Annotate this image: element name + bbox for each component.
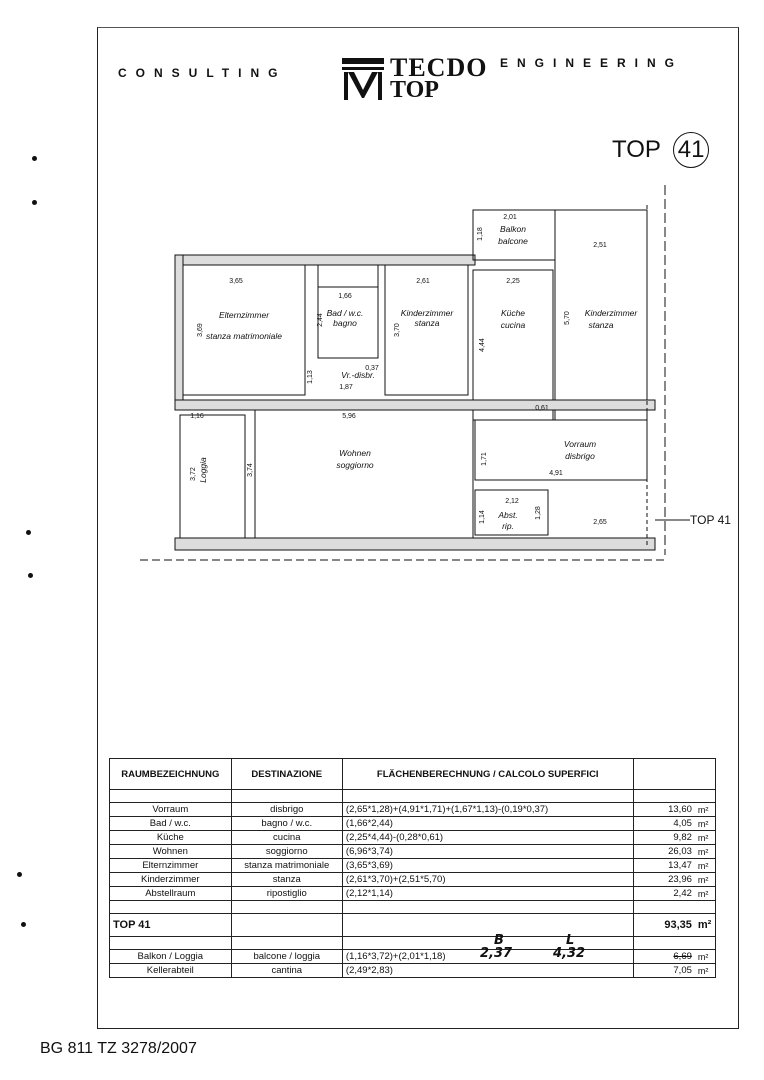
plan-wall [175,255,475,265]
room-label: Kinderzimmer [400,308,454,318]
cell-area: 26,03 [633,845,695,859]
header-left-text: CONSULTING [118,66,287,80]
dimension-label: 2,12 [505,498,519,505]
plan-wall [175,255,183,410]
cell-area-struck: 6,69 [633,950,695,964]
cell-calculation: (3,65*3,69) [342,859,633,873]
cell-unit: m² [695,887,716,901]
cell-unit: m² [695,859,716,873]
col-header-room: RAUMBEZEICHNUNG [110,759,232,790]
table-row [110,831,716,845]
cell-destination: stanza matrimoniale [231,859,342,873]
cell-room: Bad / w.c. [110,817,232,831]
cell-unit: m² [695,845,716,859]
cell-calculation: (2,61*3,70)+(2,51*5,70) [342,873,633,887]
dimension-label: 1,14 [479,510,486,524]
room-label: soggiorno [336,460,374,470]
cell-room: Balkon / Loggia [110,950,232,964]
room-label: cucina [500,320,526,330]
handwritten-b-label: B [494,933,504,948]
cell-unit: m² [695,817,716,831]
table-row [110,845,716,859]
dimension-label: 3,74 [247,463,254,477]
dimension-label: 1,71 [481,452,488,466]
dimension-label: 0,37 [365,365,379,372]
cell-destination: stanza [231,873,342,887]
dimension-label: 1,16 [190,413,204,420]
plan-fixture [318,265,378,287]
total-unit: m² [695,914,716,937]
area-calculation-table [109,758,716,978]
table-row [110,873,716,887]
cell-unit: m² [695,950,716,964]
cell-unit: m² [695,831,716,845]
document-reference: BG 811 TZ 3278/2007 [40,1040,197,1057]
dimension-label: 2,65 [593,519,607,526]
col-header-area [633,759,715,790]
cell-destination: ripostiglio [231,887,342,901]
dimension-label: 1,28 [535,506,542,520]
cell-unit: m² [695,803,716,817]
plan-wall [175,538,655,550]
room-label: Bad / w.c. [326,308,364,318]
cell-calculation: (2,25*4,44)-(0,28*0,61) [342,831,633,845]
room-label: Vr.-disbr. [341,370,375,380]
logo-line-2: TOP [390,77,439,103]
room-label: Balkon [500,224,526,234]
plan-room-outline [255,410,473,538]
handwritten-b-value: 2,37 [480,946,513,961]
room-label: Küche [500,308,526,318]
dimension-label: 2,51 [593,242,607,249]
cell-room: Kinderzimmer [110,873,232,887]
cell-calculation: (1,16*3,72)+(2,01*1,18) [342,950,633,964]
dimension-label: 5,96 [342,413,356,420]
room-label: Abst. [498,510,518,520]
room-label: stanza [414,318,440,328]
cell-area: 13,60 [633,803,695,817]
cell-destination: bagno / w.c. [231,817,342,831]
col-header-destination: DESTINAZIONE [231,759,342,790]
cell-destination: soggiorno [231,845,342,859]
dimension-label: 2,01 [503,214,517,221]
room-label: balcone [498,236,528,246]
cell-destination: balcone / loggia [231,950,342,964]
cell-area: 4,05 [633,817,695,831]
cell-calculation: (2,12*1,14) [342,887,633,901]
room-label: Elternzimmer [218,310,270,320]
cell-destination: cantina [231,964,342,978]
header-right-text: ENGINEERING [500,56,684,70]
table-row [110,887,716,901]
room-label: disbrigo [565,451,595,461]
room-label: stanza matrimoniale [205,331,283,341]
room-label: rip. [502,521,514,531]
dimension-label: 1,18 [477,227,484,241]
table-total-row [110,914,716,937]
handwritten-l-label: L [566,933,575,948]
handwritten-l-value: 4,32 [553,946,586,961]
table-spacer-row [110,937,716,950]
table-row [110,803,716,817]
dimension-label: 3,72 [190,467,197,481]
cell-area: 2,42 [633,887,695,901]
cell-area: 13,47 [633,859,695,873]
room-label: Vorraum [563,439,597,449]
cell-room: Abstellraum [110,887,232,901]
room-label: Wohnen [339,448,371,458]
cell-calculation: (6,96*3,74) [342,845,633,859]
punch-hole [17,872,22,877]
table-header-row [110,759,716,790]
cell-room: Kellerabteil [110,964,232,978]
table-row [110,817,716,831]
cell-room: Vorraum [110,803,232,817]
room-label: bagno [333,318,357,328]
cell-calculation: (2,65*1,28)+(4,91*1,71)+(1,67*1,13)-(0,19*0,37) [342,803,633,817]
cell-destination: cucina [231,831,342,845]
dimension-label: 5,70 [564,311,571,325]
dimension-label: 1,13 [307,370,314,384]
dimension-label: 3,69 [197,323,204,337]
table-row [110,859,716,873]
room-label: Kinderzimmer [584,308,638,318]
dimension-label: 1,87 [339,384,353,391]
logo-line-1: TECDO [390,53,488,82]
total-label: TOP 41 [110,914,232,937]
table-spacer-row [110,790,716,803]
cell-unit: m² [695,964,716,978]
table-row [110,950,716,964]
dimension-label: 0,61 [535,405,549,412]
dimension-label: 4,44 [479,338,486,352]
dimension-label: 2,25 [506,278,520,285]
cell-area: 23,96 [633,873,695,887]
dimension-label: 2,44 [317,313,324,327]
cell-room: Elternzimmer [110,859,232,873]
table-spacer-row [110,901,716,914]
cell-destination: disbrigo [231,803,342,817]
dimension-label: 3,65 [229,278,243,285]
cell-room: Wohnen [110,845,232,859]
cell-calculation: (1,66*2,44) [342,817,633,831]
room-label: Loggia [198,457,208,483]
punch-hole [21,922,26,927]
unit-label-text: TOP [612,136,661,163]
cell-unit: m² [695,873,716,887]
dimension-label: 3,70 [394,323,401,337]
total-value: 93,35 [633,914,695,937]
unit-number-circle: 41 [673,132,709,168]
cell-area: 7,05 [633,964,695,978]
table-row [110,964,716,978]
room-label: stanza [588,320,614,330]
plan-wall [175,400,655,410]
cell-calculation: (2,49*2,83) [342,964,633,978]
dimension-label: 2,61 [416,278,430,285]
side-unit-marker: TOP 41 [690,513,731,527]
dimension-label: 1,66 [338,293,352,300]
col-header-calculation: FLÄCHENBERECHNUNG / CALCOLO SUPERFICI [342,759,633,790]
cell-area: 9,82 [633,831,695,845]
cell-room: Küche [110,831,232,845]
dimension-label: 4,91 [549,470,563,477]
